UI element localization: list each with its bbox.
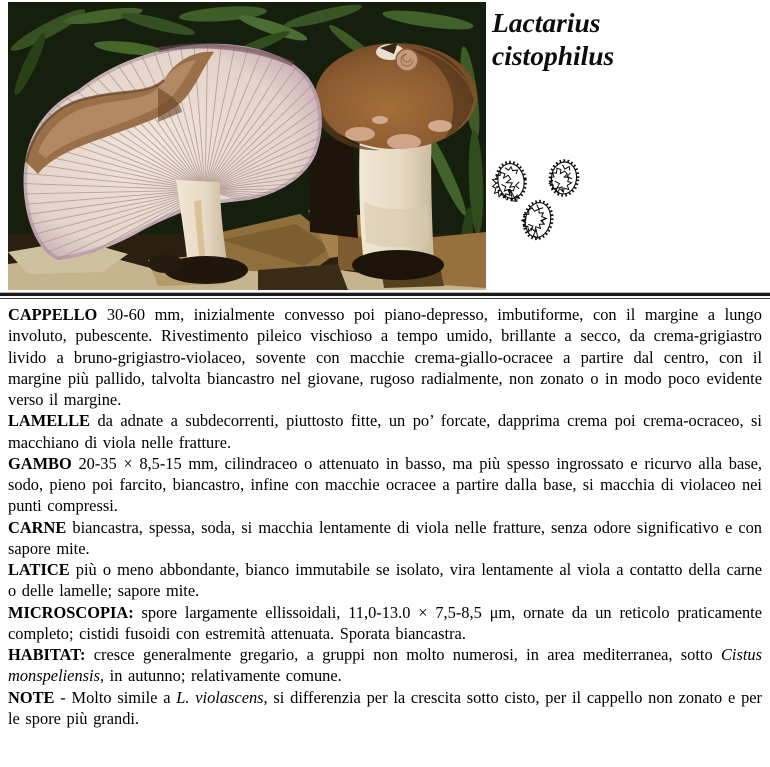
mushroom-photo-illustration [8,2,486,290]
snail [396,49,418,71]
spore-drawing-2 [548,159,580,197]
section-label: CAPPELLO [8,305,98,324]
section-label: NOTE [8,687,55,707]
section-body: spore largamente ellissoidali, 11,0-13.0 × 7,5-8,5 μm, ornate da un reticolo praticamente completo; cistidi fusoidi con estremità attenuata. Sporata biancastra. [8,602,762,643]
description-paragraph [8,517,762,560]
section-body: più o meno abbondante, bianco immutabile se isolato, vira lentamente al viola a contatto della carne o delle lamelle; sapore mite. [8,560,762,601]
description-paragraph [8,602,762,645]
description-text [8,304,762,729]
latin-name: Cistus monspeliensis [8,645,762,686]
species-title-genus: Lactarius [492,7,601,38]
divider-line-thin [0,298,770,299]
description-paragraph [8,410,762,453]
section-body: cresce generalmente gregario, a gruppi non molto numerosi, in area mediterranea, sotto [93,645,721,664]
section-label: CARNE [8,517,67,537]
spore-drawing-1 [490,160,528,204]
section-label: GAMBO [8,453,72,473]
species-title [492,6,764,72]
section-label: LAMELLE [8,411,90,431]
divider-rule [0,292,770,299]
description-paragraph [8,687,762,730]
section-body: , in autunno; relativamente comune. [99,666,342,686]
description-paragraph [8,304,762,410]
section-body: biancastra, spessa, soda, si macchia lentamente di viola nelle fratture, senza odore significativo e con sapore mite. [8,517,762,558]
description-paragraph [8,644,762,687]
section-label: MICROSCOPIA: [8,602,134,622]
species-title-epithet: cistophilus [492,40,615,71]
description-paragraph [8,453,762,517]
section-body: 30-60 mm, inizialmente convesso poi piano-depresso, imbutiforme, con il margine a lungo involuto, pubescente. Rivestimento pileico vischioso a tempo umido, brillante a secco, da crema-grigiastro livido a bruno-grigiastro-violaceo, sovente con macchie crema-giallo-ocracee a partire dal centro, con il margine più pallido, talvolta biancastro nel giovane, rugoso radialmente, non zonato o in modo poco evidente verso il margine. [8,305,762,409]
right-stem-dirt [352,250,444,280]
description-paragraph [8,559,762,602]
section-label: HABITAT: [8,645,86,664]
section-label: LATICE [8,560,70,579]
section-body: 20-35 × 8,5-15 mm, cilindraceo o attenuato in basso, ma più spesso ingrossato e ricurvo alla base, sodo, pieno poi farcito, biancastro, infine con macchie ocracee a partire dalla base, si macchia di violaceo nei punti compressi. [8,453,762,516]
spore-drawing-3 [519,199,555,242]
spore-drawings [490,153,592,250]
mushroom-photo [8,2,486,290]
section-body: , si differenzia per la crescita sotto cisto, per il cappello non zonato e per le spore più grandi. [8,687,763,728]
section-body: - Molto simile a [60,687,177,707]
spore-drawings-svg [490,153,592,250]
latin-name: L. violascens [176,687,264,707]
section-body: da adnate a subdecorrenti, piuttosto fitte, un po’ forcate, dapprima crema poi crema-ocraceo, si macchiano di viola nelle fratture. [8,411,762,452]
